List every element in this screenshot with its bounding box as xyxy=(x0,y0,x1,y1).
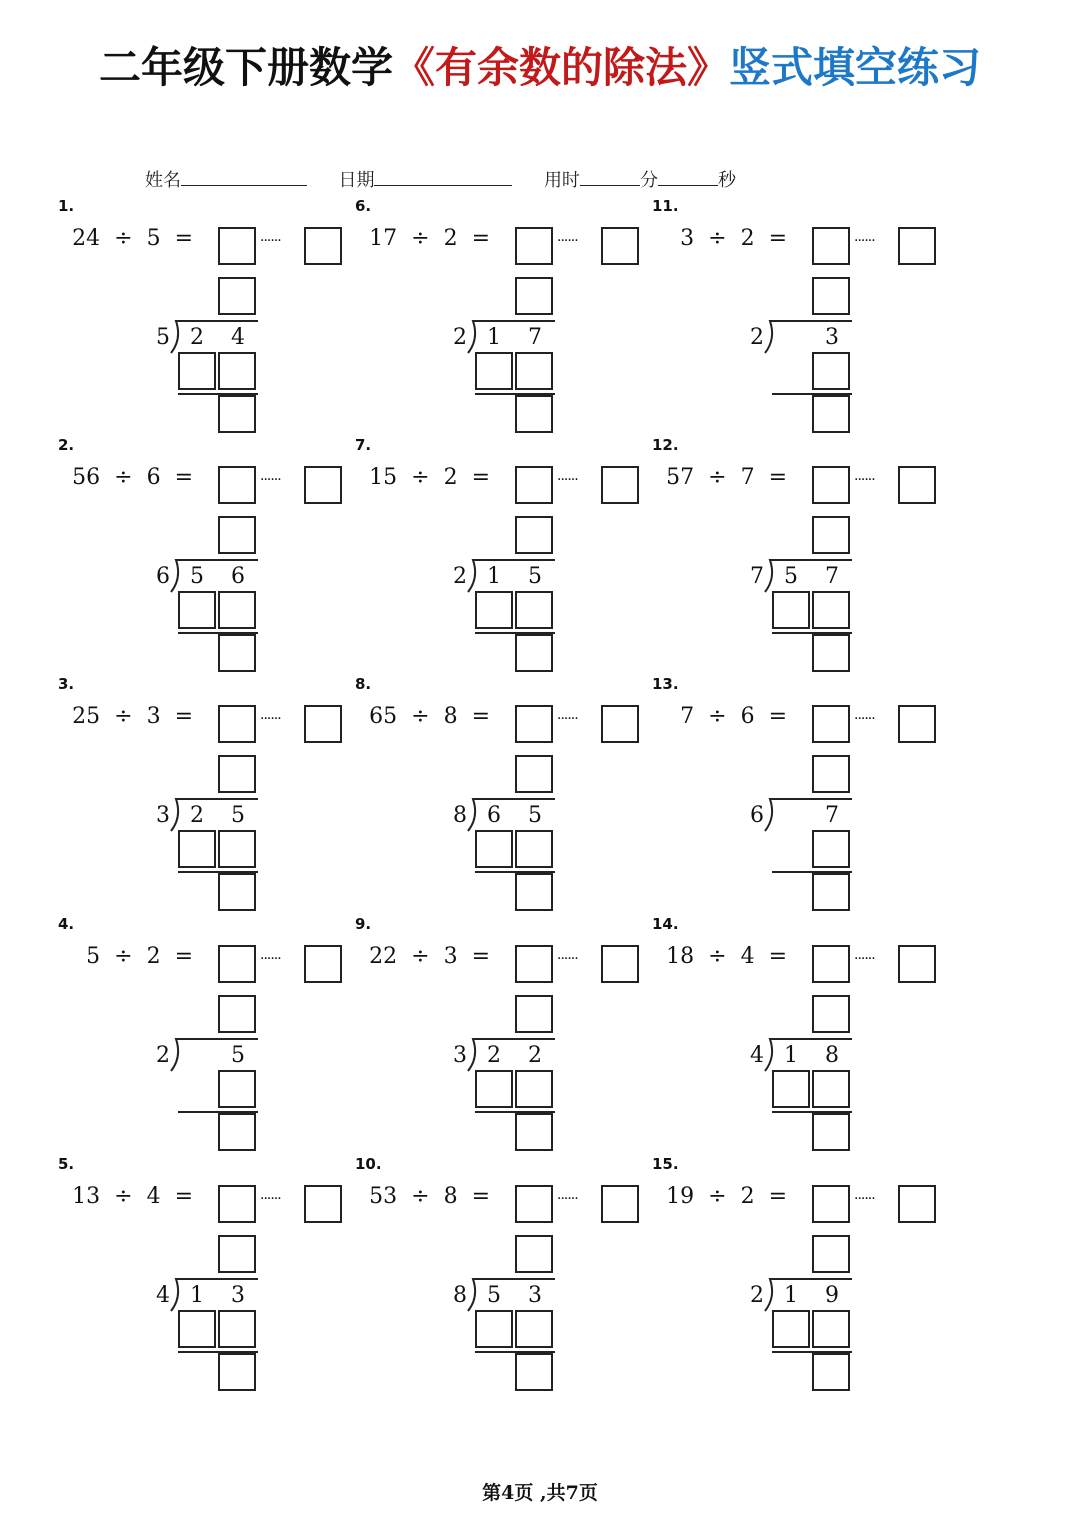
long-division-divisor: 4 xyxy=(156,1283,170,1308)
divide-sign: ÷ xyxy=(411,1184,430,1209)
product-box[interactable] xyxy=(515,1310,553,1348)
product-box[interactable] xyxy=(812,1070,850,1108)
dividend-tens-digit: 6 xyxy=(487,803,501,828)
quotient-answer-box[interactable] xyxy=(812,466,850,504)
divide-sign: ÷ xyxy=(708,704,727,729)
long-division-divisor: 4 xyxy=(750,1043,764,1068)
long-division-divisor: 3 xyxy=(453,1043,467,1068)
remainder-dots: ······ xyxy=(260,951,281,967)
dividend-ones-digit: 2 xyxy=(528,1043,542,1068)
remainder-dots: ······ xyxy=(260,233,281,249)
quotient-answer-box[interactable] xyxy=(515,466,553,504)
equals-sign: = xyxy=(174,1184,193,1209)
remainder-answer-box[interactable] xyxy=(898,466,936,504)
minute-label: 分 xyxy=(639,170,658,191)
dividend: 19 xyxy=(666,1184,695,1209)
remainder-answer-box[interactable] xyxy=(304,466,342,504)
divide-sign: ÷ xyxy=(411,704,430,729)
long-division-quotient-box[interactable] xyxy=(515,516,553,554)
equation xyxy=(72,465,193,490)
divide-sign: ÷ xyxy=(708,226,727,251)
remainder-dots: ······ xyxy=(260,1191,281,1207)
long-division-divisor: 2 xyxy=(750,325,764,350)
remainder-dots: ······ xyxy=(854,951,875,967)
dividend: 5 xyxy=(86,944,101,969)
date-blank[interactable] xyxy=(374,167,512,186)
equals-sign: = xyxy=(768,704,787,729)
remainder-dots: ······ xyxy=(557,951,578,967)
equals-sign: = xyxy=(768,465,787,490)
division-problem xyxy=(355,915,635,1155)
division-problem xyxy=(355,436,635,676)
equals-sign: = xyxy=(768,1184,787,1209)
quotient-answer-box[interactable] xyxy=(812,945,850,983)
equals-sign: = xyxy=(471,944,490,969)
problem-number: 7. xyxy=(355,436,372,454)
product-box[interactable] xyxy=(475,1070,513,1108)
remainder-dots: ······ xyxy=(260,711,281,727)
dividend-ones-digit: 5 xyxy=(528,564,542,589)
quotient-answer-box[interactable] xyxy=(515,705,553,743)
division-problem xyxy=(355,197,635,437)
product-box[interactable] xyxy=(515,591,553,629)
dividend-tens-digit: 1 xyxy=(784,1043,798,1068)
remainder-answer-box[interactable] xyxy=(304,945,342,983)
product-box[interactable] xyxy=(812,1310,850,1348)
product-box[interactable] xyxy=(218,591,256,629)
divide-sign: ÷ xyxy=(708,1184,727,1209)
quotient-answer-box[interactable] xyxy=(218,227,256,265)
dividend-ones-digit: 4 xyxy=(231,325,245,350)
title-topic: 《有余数的除法》 xyxy=(392,43,729,92)
problem-number: 3. xyxy=(58,675,75,693)
division-problem xyxy=(58,197,338,437)
divide-sign: ÷ xyxy=(114,704,133,729)
long-division-divisor: 6 xyxy=(156,564,170,589)
long-division-remainder-box[interactable] xyxy=(218,634,256,672)
product-box[interactable] xyxy=(475,352,513,390)
long-division-quotient-box[interactable] xyxy=(218,755,256,793)
dividend-tens-digit: 1 xyxy=(190,1283,204,1308)
divide-sign: ÷ xyxy=(114,944,133,969)
equation xyxy=(72,704,193,729)
divisor: 8 xyxy=(443,704,458,729)
problem-number: 14. xyxy=(652,915,679,933)
division-problem xyxy=(652,915,932,1155)
remainder-dots: ······ xyxy=(854,233,875,249)
dividend-ones-digit: 7 xyxy=(825,564,839,589)
equals-sign: = xyxy=(174,944,193,969)
page-footer: 第4页 ,共7页 xyxy=(482,1482,598,1504)
quotient-answer-box[interactable] xyxy=(218,1185,256,1223)
remainder-answer-box[interactable] xyxy=(898,227,936,265)
equals-sign: = xyxy=(471,704,490,729)
equals-sign: = xyxy=(768,944,787,969)
long-division-quotient-box[interactable] xyxy=(515,995,553,1033)
remainder-answer-box[interactable] xyxy=(304,1185,342,1223)
dividend-ones-digit: 5 xyxy=(528,803,542,828)
dividend: 13 xyxy=(72,1184,101,1209)
title-grade: 二年级下册数学 xyxy=(98,43,393,92)
equals-sign: = xyxy=(471,465,490,490)
long-division-remainder-box[interactable] xyxy=(218,1113,256,1151)
problem-number: 1. xyxy=(58,197,75,215)
long-division-quotient-box[interactable] xyxy=(515,1235,553,1273)
divide-sign: ÷ xyxy=(708,944,727,969)
product-box[interactable] xyxy=(812,591,850,629)
remainder-dots: ······ xyxy=(557,711,578,727)
product-box[interactable] xyxy=(218,352,256,390)
product-box[interactable] xyxy=(515,352,553,390)
divisor: 8 xyxy=(443,1184,458,1209)
divisor: 5 xyxy=(146,226,161,251)
product-box[interactable] xyxy=(218,830,256,868)
product-box[interactable] xyxy=(772,1310,810,1348)
quotient-answer-box[interactable] xyxy=(218,705,256,743)
divisor: 2 xyxy=(443,226,458,251)
divide-sign: ÷ xyxy=(708,465,727,490)
divisor: 3 xyxy=(443,944,458,969)
long-division-remainder-box[interactable] xyxy=(515,634,553,672)
long-division-quotient-box[interactable] xyxy=(218,277,256,315)
dividend: 65 xyxy=(369,704,398,729)
problem-number: 15. xyxy=(652,1155,679,1173)
quotient-answer-box[interactable] xyxy=(515,1185,553,1223)
quotient-answer-box[interactable] xyxy=(812,227,850,265)
divide-sign: ÷ xyxy=(411,465,430,490)
division-problem xyxy=(355,675,635,915)
equals-sign: = xyxy=(471,226,490,251)
long-division-remainder-box[interactable] xyxy=(218,395,256,433)
long-division-quotient-box[interactable] xyxy=(812,1235,850,1273)
dividend-ones-digit: 7 xyxy=(825,803,839,828)
equals-sign: = xyxy=(174,226,193,251)
remainder-dots: ······ xyxy=(854,472,875,488)
divide-sign: ÷ xyxy=(411,944,430,969)
dividend-ones-digit: 6 xyxy=(231,564,245,589)
equals-sign: = xyxy=(174,704,193,729)
product-box[interactable] xyxy=(475,830,513,868)
dividend: 22 xyxy=(369,944,398,969)
dividend: 3 xyxy=(680,226,695,251)
long-division-divisor: 2 xyxy=(156,1043,170,1068)
product-box[interactable] xyxy=(218,1070,256,1108)
second-label: 秒 xyxy=(717,170,736,191)
product-box[interactable] xyxy=(475,591,513,629)
quotient-answer-box[interactable] xyxy=(515,227,553,265)
quotient-answer-box[interactable] xyxy=(218,466,256,504)
product-box[interactable] xyxy=(178,352,216,390)
remainder-dots: ······ xyxy=(854,1191,875,1207)
problem-number: 12. xyxy=(652,436,679,454)
remainder-answer-box[interactable] xyxy=(898,705,936,743)
quotient-answer-box[interactable] xyxy=(812,1185,850,1223)
remainder-answer-box[interactable] xyxy=(601,1185,639,1223)
divisor: 4 xyxy=(740,944,755,969)
dividend-ones-digit: 3 xyxy=(231,1283,245,1308)
division-problem xyxy=(652,197,932,437)
remainder-answer-box[interactable] xyxy=(898,1185,936,1223)
dividend-tens-digit: 2 xyxy=(190,803,204,828)
divisor: 4 xyxy=(146,1184,161,1209)
long-division-divisor: 5 xyxy=(156,325,170,350)
equals-sign: = xyxy=(174,465,193,490)
equation xyxy=(369,465,490,490)
problem-number: 4. xyxy=(58,915,75,933)
long-division-divisor: 8 xyxy=(453,1283,467,1308)
dividend-ones-digit: 5 xyxy=(231,1043,245,1068)
product-box[interactable] xyxy=(515,1070,553,1108)
product-box[interactable] xyxy=(515,830,553,868)
division-problem xyxy=(652,436,932,676)
division-problem xyxy=(355,1155,635,1395)
product-box[interactable] xyxy=(178,591,216,629)
divide-sign: ÷ xyxy=(411,226,430,251)
dividend: 25 xyxy=(72,704,101,729)
dividend: 15 xyxy=(369,465,398,490)
long-division-remainder-box[interactable] xyxy=(515,1353,553,1391)
dividend: 53 xyxy=(369,1184,398,1209)
divide-sign: ÷ xyxy=(114,1184,133,1209)
equation xyxy=(369,1184,490,1209)
dividend-ones-digit: 7 xyxy=(528,325,542,350)
remainder-dots: ······ xyxy=(260,472,281,488)
product-box[interactable] xyxy=(772,591,810,629)
long-division-remainder-box[interactable] xyxy=(812,395,850,433)
equation xyxy=(369,226,490,251)
long-division-quotient-box[interactable] xyxy=(812,995,850,1033)
long-division-remainder-box[interactable] xyxy=(515,873,553,911)
product-box[interactable] xyxy=(218,1310,256,1348)
remainder-dots: ······ xyxy=(557,472,578,488)
equation xyxy=(680,704,787,729)
long-division-quotient-box[interactable] xyxy=(812,755,850,793)
problem-number: 2. xyxy=(58,436,75,454)
equals-sign: = xyxy=(471,1184,490,1209)
long-division-quotient-box[interactable] xyxy=(812,516,850,554)
remainder-answer-box[interactable] xyxy=(601,945,639,983)
worksheet-title xyxy=(0,38,1080,98)
dividend: 56 xyxy=(72,465,101,490)
division-problem xyxy=(58,436,338,676)
long-division-divisor: 6 xyxy=(750,803,764,828)
equation xyxy=(72,1184,193,1209)
long-division-remainder-box[interactable] xyxy=(812,1353,850,1391)
problem-number: 8. xyxy=(355,675,372,693)
divisor: 7 xyxy=(740,465,755,490)
long-division-divisor: 3 xyxy=(156,803,170,828)
product-box[interactable] xyxy=(772,1070,810,1108)
dividend-tens-digit: 1 xyxy=(487,325,501,350)
product-box[interactable] xyxy=(812,352,850,390)
remainder-answer-box[interactable] xyxy=(898,945,936,983)
equals-sign: = xyxy=(768,226,787,251)
product-box[interactable] xyxy=(812,830,850,868)
seconds-blank[interactable] xyxy=(658,167,718,186)
divisor: 2 xyxy=(443,465,458,490)
dividend-tens-digit: 1 xyxy=(784,1283,798,1308)
divide-sign: ÷ xyxy=(114,465,133,490)
long-division-quotient-box[interactable] xyxy=(218,1235,256,1273)
division-problem xyxy=(652,1155,932,1395)
date-label: 日期 xyxy=(338,170,375,191)
long-division-quotient-box[interactable] xyxy=(218,516,256,554)
dividend-tens-digit: 5 xyxy=(190,564,204,589)
equation xyxy=(680,226,787,251)
remainder-dots: ······ xyxy=(854,711,875,727)
dividend-ones-digit: 8 xyxy=(825,1043,839,1068)
long-division-divisor: 7 xyxy=(750,564,764,589)
dividend-ones-digit: 5 xyxy=(231,803,245,828)
divisor: 2 xyxy=(146,944,161,969)
title-type: 竖式填空练习 xyxy=(729,43,982,92)
divisor: 6 xyxy=(740,704,755,729)
equation xyxy=(369,704,490,729)
long-division-divisor: 2 xyxy=(453,325,467,350)
remainder-dots: ······ xyxy=(557,1191,578,1207)
long-division-remainder-box[interactable] xyxy=(812,634,850,672)
long-division-quotient-box[interactable] xyxy=(515,277,553,315)
divisor: 6 xyxy=(146,465,161,490)
long-division-divisor: 2 xyxy=(453,564,467,589)
problem-number: 13. xyxy=(652,675,679,693)
long-division-divisor: 8 xyxy=(453,803,467,828)
dividend: 17 xyxy=(369,226,398,251)
time-label: 用时 xyxy=(543,170,580,191)
division-problem xyxy=(58,915,338,1155)
divide-sign: ÷ xyxy=(114,226,133,251)
remainder-dots: ······ xyxy=(557,233,578,249)
equation xyxy=(369,944,490,969)
dividend: 57 xyxy=(666,465,695,490)
problem-number: 5. xyxy=(58,1155,75,1173)
problem-number: 6. xyxy=(355,197,372,215)
dividend-tens-digit: 5 xyxy=(487,1283,501,1308)
product-box[interactable] xyxy=(178,830,216,868)
problem-number: 10. xyxy=(355,1155,382,1173)
dividend-ones-digit: 9 xyxy=(825,1283,839,1308)
long-division-remainder-box[interactable] xyxy=(812,1113,850,1151)
dividend-tens-digit: 2 xyxy=(487,1043,501,1068)
division-problem xyxy=(58,675,338,915)
long-division-remainder-box[interactable] xyxy=(515,395,553,433)
product-box[interactable] xyxy=(178,1310,216,1348)
long-division-quotient-box[interactable] xyxy=(812,277,850,315)
equation xyxy=(86,944,193,969)
long-division-remainder-box[interactable] xyxy=(515,1113,553,1151)
problem-number: 9. xyxy=(355,915,372,933)
student-info-row xyxy=(145,166,736,192)
dividend-ones-digit: 3 xyxy=(528,1283,542,1308)
divisor: 3 xyxy=(146,704,161,729)
equation xyxy=(666,1184,787,1209)
dividend-tens-digit: 5 xyxy=(784,564,798,589)
dividend-ones-digit: 3 xyxy=(825,325,839,350)
divisor: 2 xyxy=(740,226,755,251)
quotient-answer-box[interactable] xyxy=(812,705,850,743)
long-division-divisor: 2 xyxy=(750,1283,764,1308)
dividend-tens-digit: 1 xyxy=(487,564,501,589)
remainder-answer-box[interactable] xyxy=(304,705,342,743)
dividend-tens-digit: 2 xyxy=(190,325,204,350)
remainder-answer-box[interactable] xyxy=(601,466,639,504)
long-division-quotient-box[interactable] xyxy=(218,995,256,1033)
minutes-blank[interactable] xyxy=(580,167,640,186)
equation xyxy=(666,944,787,969)
long-division-remainder-box[interactable] xyxy=(218,1353,256,1391)
dividend: 18 xyxy=(666,944,695,969)
name-blank[interactable] xyxy=(181,167,307,186)
divisor: 2 xyxy=(740,1184,755,1209)
long-division-remainder-box[interactable] xyxy=(812,873,850,911)
equation xyxy=(72,226,193,251)
equation xyxy=(666,465,787,490)
quotient-answer-box[interactable] xyxy=(218,945,256,983)
remainder-answer-box[interactable] xyxy=(601,227,639,265)
long-division-quotient-box[interactable] xyxy=(515,755,553,793)
name-label: 姓名 xyxy=(145,170,181,191)
dividend: 24 xyxy=(72,226,101,251)
division-problem xyxy=(58,1155,338,1395)
division-problem xyxy=(652,675,932,915)
quotient-answer-box[interactable] xyxy=(515,945,553,983)
product-box[interactable] xyxy=(475,1310,513,1348)
problem-number: 11. xyxy=(652,197,679,215)
long-division-remainder-box[interactable] xyxy=(218,873,256,911)
remainder-answer-box[interactable] xyxy=(601,705,639,743)
dividend: 7 xyxy=(680,704,695,729)
remainder-answer-box[interactable] xyxy=(304,227,342,265)
